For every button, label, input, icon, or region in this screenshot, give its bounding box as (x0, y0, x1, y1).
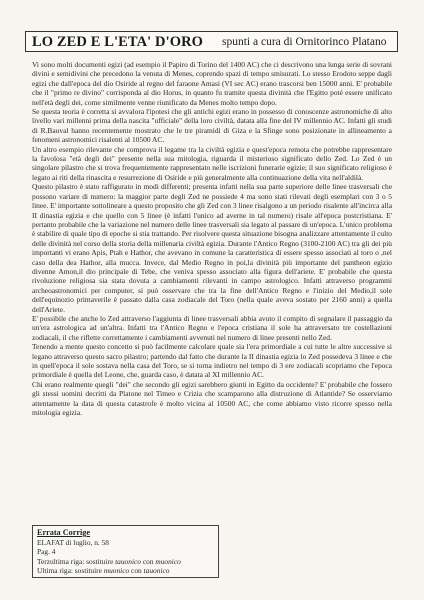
article-paragraph: E' possibile che anche lo Zed attraverso l'aggiunta di linee trasversali abbia avuto il compito di segnalare il passaggio da un'era astrologica ad un'altra. Infatti tra l'Antico Regno e l'epoca cristiana il sole ha attraversato tre costellazioni zodiacali, il che riflette correttamente i cambiamenti avvenuti nel numero di linee presenti nello Zed. (32, 313, 392, 342)
errata-correction-1-right: muonico (155, 556, 181, 566)
page-subtitle: spunti a cura di Ornitorinco Platano (222, 36, 387, 48)
errata-correction-2-prefix: Ultima riga: sostituire (37, 565, 102, 575)
errata-correction-2-wrong: muonico (103, 565, 130, 575)
errata-title: Errata Corrige (37, 528, 90, 537)
article-paragraph: Questo pilastro è stato raffigurato in modi differenti; presenta infatti nella sua parte superiore delle linee trasversali che possono variare di numero: la maggior parte degli Zed ne possiede 4 ma sono stati rilevati degli esemplari con 3 o 5 linee. E' importante sottolineare a questo proposito che gli Zed con 3 linee risalgono a un periodo risalente all'incirca alla II dinastia egizia e che quello con 5 linee (è infatti l'unico ad averne in tal numero) risale all'epoca postcristiana. E' pertanto probabile che la variazione nel numero delle linee trasversali sia legato al passare di un'epoca. L'unico problema è stabilire di quale tipo di epoche si stia trattando. Per risolvere questa situazione bisogna analizzare attentamente il culto delle divinità nel corso della storia della millenaria civiltà egizia. Durante l'Antico Regno (3100-2100 AC) tra gli dei più importanti vi erano Apis, Ptah e Hathor, che avevano in comune la caratteristica di essere spesso associati al toro o ,nel caso della dea Hathor, alla mucca. Invece, dal Medio Regno in poi,la divinità più importante del pantheon egizio divenne Amon,il dio principale di Tebe, che veniva spesso associato alla figura dell'ariete. E' probabile che questa rivoluzione religiosa sia stata dovuta a cambiamenti rilevanti in campo astrologico. Infatti attraverso programmi archeoastronomici per computer, si può osservare che tra la fine dell'Antico Regno e l'inizio del Medio,il sole dell'equinozio primaverile è passato dalla casa zodiacale del Toro (nella quale aveva sostato per 2160 anni) a quella dell'Ariete. (32, 182, 392, 314)
errata-correction-1 (37, 557, 214, 566)
errata-corrige-box (32, 525, 219, 578)
errata-issue-line: ELAFAT di luglio, n. 58 (37, 538, 109, 547)
article-paragraph: Tenendo a mente questo concetto si può facilmente calcolare quale sia l'era primordiale a cui tutte le altre successive si legano attraverso questo sacro pilastro; partendo dal fatto che durante la II dinastia egizia lo Zed possedeva 3 linee e che in quell'epoca il sole sostava nella casa del Toro, se si torna indietro nel tempo di 3 ere zodiacali scopriamo che l'epoca primordiale è quella del Leone, che, guarda caso, è datata al XI millennio AC. (32, 342, 392, 380)
errata-correction-1-wrong: tauonico (115, 556, 141, 566)
errata-correction-2-right: tauonico (143, 565, 170, 575)
errata-correction-2 (37, 566, 214, 575)
errata-correction-2-mid: con (131, 565, 142, 575)
article-paragraph: Se questa teoria è corretta si avvalora l'ipotesi che gli antichi egizi erano in possesso di conoscenze astronomiche di alto livello vari millenni prima della nascita "ufficiale" della loro civiltà, datata alla fine del IV millennio AC. Infatti gli studi di R.Bauval hanno recentemente mostrato che le tre piramidi di Giza e la Sfinge sono posizionate in allineamento a fenomeni astronomici risalenti al 10500 AC. (32, 107, 392, 145)
article-paragraph: Chi erano realmente quegli "dei" che secondo gli egizi sarebbero giunti in Egitto da occidente? E' probabile che fossero gli stessi uomini decritti da Platone nel Timeo e Crizia che scamparono alla distruzione di Atlantide? Se osserviamo attentamente la data di questa catastrofe è molto vicina al 10500 AC, che come abbiamo visto ricorre spesso nella mitologia egizia. (32, 379, 392, 418)
page-title: LO ZED E L'ETA' D'ORO (32, 34, 204, 50)
article-paragraph: Un altro esempio rilevante che comprova il legame tra la civiltà egizia e quest'epoca remota che potrebbe rappresentare la favolosa "età degli dei" presente nella sua mitologia, riguarda il misterioso significato dello Zed. Lo Zed è un singolare pilastro che si trova frequentemente rappresentato nelle iscrizioni funerarie egizie; il suo significato religioso è legato ai riti della rinascita e resurrezione di Osiride e più generalmente alla continuazione della vita nell'aldilà. (32, 144, 392, 182)
article-body (32, 60, 392, 417)
article-paragraph: Vi sono molti documenti egizi (ad esempio il Papiro di Torino del 1400 AC) che ci descrivono una lunga serie di sovrani divini e semidivini che precedono la venuta di Menes, coprendo spazi di tempo smisurati. Lo stesso Erodoto seppe dagli egizi che dall'epoca del dio Osiride al regno del faraone Amasi (VI sec AC) erano trascorsi ben 15000 anni. E' probabile che il "primo re divino" corrisponda al dio Horus, in quanto fu tramite questa divinità che l'Egitto poté essere unificato nell'età degli dei, come similmente venne riunificato da Menes molto tempo dopo. (32, 60, 392, 107)
errata-page-line: Pag. 4 (37, 547, 56, 557)
errata-correction-1-prefix: Terzultima riga: sostituire (37, 556, 114, 566)
errata-correction-1-mid: con (142, 556, 154, 566)
page-header-box (25, 31, 398, 52)
